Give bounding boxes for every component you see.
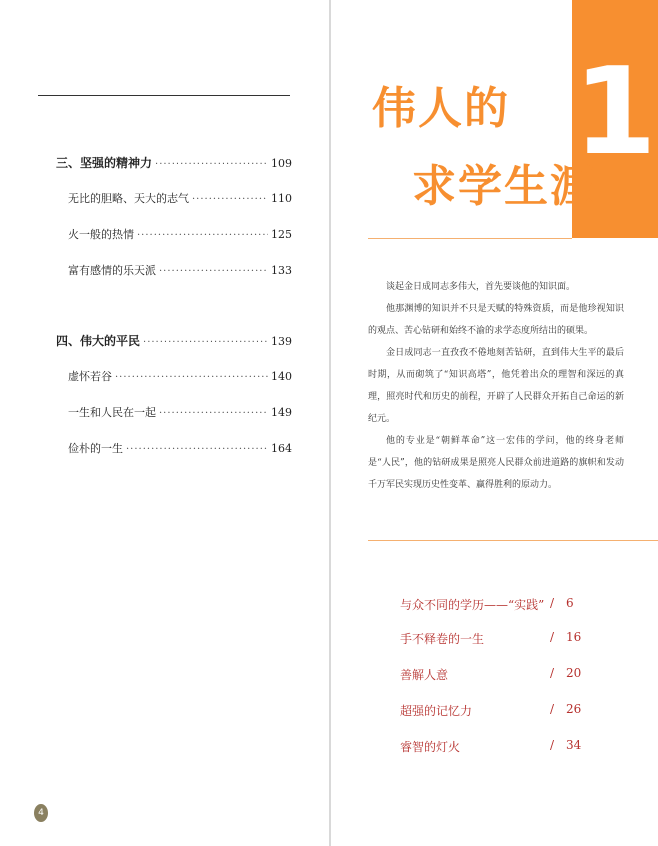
chapter-number: 1 [573, 43, 657, 182]
toc-page-number: 125 [271, 228, 292, 241]
section-title: 与众不同的学历——“实践” [400, 598, 545, 612]
dot-leader [159, 266, 268, 277]
section-link[interactable] [400, 666, 586, 683]
chapter-intro [368, 276, 624, 496]
toc-title: 三、坚强的精神力 [56, 156, 153, 170]
dot-leader [192, 194, 268, 205]
section-page-number: 16 [566, 630, 582, 644]
intro-paragraph: 他的专业是“朝鲜革命”这一宏伟的学问，他的终身老师是“人民”，他的钻研成果是照亮人民群众前进道路的旗帜和发动千万军民实现历史性变革、赢得胜利的原动力。 [368, 436, 624, 490]
toc-title: 富有感情的乐天派 [68, 264, 156, 277]
section-link[interactable] [400, 702, 586, 719]
toc-title: 虚怀若谷 [68, 370, 112, 383]
section-separator: / [550, 630, 555, 644]
section-divider [368, 540, 658, 541]
section-link[interactable] [400, 630, 586, 647]
toc-page-number: 133 [271, 264, 292, 277]
dot-leader [159, 408, 268, 419]
toc-entry-section-3[interactable] [56, 154, 292, 171]
toc-entry-section-4[interactable] [56, 332, 292, 349]
section-title: 睿智的灯火 [400, 740, 461, 754]
chapter-title-line-2: 求学生涯 [412, 161, 596, 212]
section-separator: / [550, 666, 555, 680]
dot-leader [126, 444, 268, 455]
toc-entry[interactable] [68, 368, 292, 384]
intro-paragraph: 他那渊博的知识并不只是天赋的特殊资质，而是他珍视知识的观点、苦心钻研和始终不渝的求学态度所结出的硕果。 [368, 304, 624, 336]
section-title: 超强的记忆力 [400, 704, 473, 718]
top-divider [38, 95, 290, 96]
section-page-number: 6 [566, 596, 574, 610]
toc-entry[interactable] [68, 440, 292, 456]
section-separator: / [550, 702, 555, 716]
section-separator: / [550, 596, 555, 610]
dot-leader [155, 159, 268, 170]
toc-page-number: 164 [271, 442, 292, 455]
toc-page-number: 140 [271, 370, 292, 383]
section-link[interactable] [400, 596, 586, 613]
toc-title: 四、伟大的平民 [56, 334, 141, 348]
intro-paragraph: 金日成同志一直孜孜不倦地刻苦钻研，直到伟大生平的最后时期，从而砌筑了“知识高塔”，他凭着出众的理智和深远的真理，照亮时代和历史的前程，开辟了人民群众开拓自己命运的新纪元。 [368, 348, 624, 424]
dot-leader [137, 230, 268, 241]
dot-leader [143, 337, 268, 348]
section-title: 善解人意 [400, 668, 449, 682]
section-page-number: 20 [566, 666, 582, 680]
page-number-badge: 4 [34, 804, 48, 822]
toc-title: 一生和人民在一起 [68, 406, 156, 419]
dot-leader [115, 372, 268, 383]
toc-title: 俭朴的一生 [68, 442, 123, 455]
chapter-title-line-1: 伟人的 [372, 83, 510, 134]
intro-paragraph: 谈起金日成同志多伟大，首先要谈他的知识面。 [386, 282, 576, 292]
section-page-number: 26 [566, 702, 582, 716]
section-link[interactable] [400, 738, 586, 755]
toc-entry[interactable] [68, 404, 292, 420]
section-page-number: 34 [566, 738, 582, 752]
toc-page-number: 139 [271, 335, 292, 348]
chapter-divider [368, 238, 572, 239]
toc-entry[interactable] [68, 190, 292, 206]
section-separator: / [550, 738, 555, 752]
toc-entry[interactable] [68, 262, 292, 278]
toc-page-number: 149 [271, 406, 292, 419]
toc-page-number: 110 [271, 192, 292, 205]
toc-entry[interactable] [68, 226, 292, 242]
toc-page-number: 109 [271, 157, 292, 170]
toc-title: 火一般的热情 [68, 228, 134, 241]
section-title: 手不释卷的一生 [400, 632, 485, 646]
toc-title: 无比的胆略、天大的志气 [68, 192, 189, 205]
